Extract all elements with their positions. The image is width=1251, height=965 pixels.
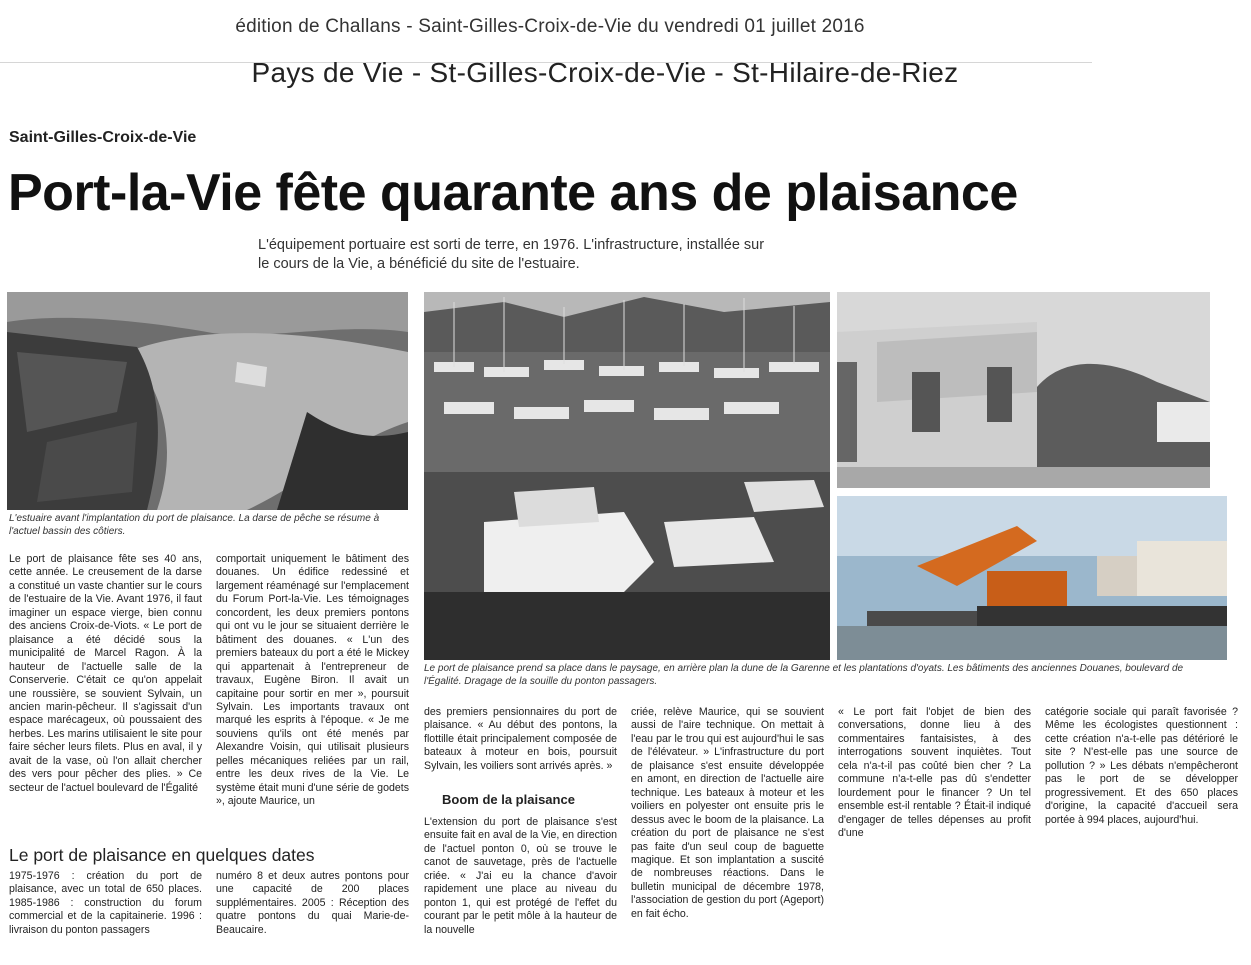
section-line: Pays de Vie - St-Gilles-Croix-de-Vie - St-Hilaire-de-Riez bbox=[251, 57, 959, 88]
article-col-4: criée, relève Maurice, qui se souvient aussi de l'aire technique. On mettait à l'eau par le trou qui est aujourd'hui le sas de l'élévateur. » L'infrastructure du port de plaisance s'est ensuite développée en amont, en direction de l'actuelle aire technique. Les bateaux à moteur et les voiliers en polyester ont ensuite pris le dessus avec le boom de la plaisance. La création du port de plaisance ne s'est pas faite d'un seul coup de baguette magique. Et son implantation a suscité de nombreuses réactions. Dans le bulletin municipal de décembre 1978, l'association de gestion du port (Ageport) en fait écho. bbox=[631, 706, 824, 920]
subhead-boom: Boom de la plaisance bbox=[442, 792, 575, 807]
edition-line: édition de Challans - Saint-Gilles-Croix-de-Vie du vendredi 01 juillet 2016 bbox=[235, 16, 865, 37]
article-col-1: Le port de plaisance fête ses 40 ans, cette année. Le creusement de la darse a constitué un vaste chantier sur le cours de l'estuaire de la Vie. Avant 1976, il faut imaginer un espace vierge, bien connu des anciens Croix-de-Viots. « Le port de plaisance a été décidé sous la municipalité de Marcel Ragon. À la hauteur de l'actuelle salle de la Conserverie. C'était ce qu'on appelait une roussière, se souvient Sylvain, un ancien marin-pêcheur. Il s'agissait d'un espace marécageux, où poussaient des herbes. Les marins utilisaient le site pour faire sécher leurs filets. Plus en aval, il y avait de la vase, où l'on allait chercher des vers pour pêcher des plies. » Ce secteur de l'actuel boulevard de l'Égalité bbox=[9, 553, 202, 794]
marina-caption: Le port de plaisance prend sa place dans le paysage, en arrière plan la dune de la Garenne et les plantations d'oyats. Les bâtiments des anciennes Douanes, boulevard de l'Égalité. Dragage de la souille du ponton passagers. bbox=[424, 663, 1184, 687]
dates-col-1: 1975-1976 : création du port de plaisance, avec un total de 650 places. 1985-1986 : construction du forum commercial et de la capitainerie. 1996 : livraison du ponton passagers bbox=[9, 870, 202, 936]
lede: L'équipement portuaire est sorti de terre, en 1976. L'infrastructure, installée sur le cours de la Vie, a bénéficié du site de l'estuaire. bbox=[258, 237, 765, 273]
douanes-building-photo bbox=[837, 292, 1210, 488]
kicker: Saint-Gilles-Croix-de-Vie bbox=[9, 129, 197, 146]
aerial-estuary-photo bbox=[7, 292, 408, 510]
article-col-3b: L'extension du port de plaisance s'est ensuite fait en aval de la Vie, en direction de l'actuel ponton 0, où se trouve le canot de sauvetage, près de l'actuelle criée. « J'ai eu la chance d'avoir rapidement une place au niveau du ponton 1, qui est protégé de l'effet du courant par le petit môle à la hauteur de la nouvelle bbox=[424, 816, 617, 936]
estuary-caption: L'estuaire avant l'implantation du port de plaisance. La darse de pêche se résume à l'actuel bassin des côtiers. bbox=[9, 513, 380, 537]
article-col-3a: des premiers pensionnaires du port de plaisance. « Au début des pontons, la flottille était principalement composée de bateaux à moteur en bois, poursuit Sylvain, les voiliers sont arrivés après. » bbox=[424, 706, 617, 772]
dates-col-2: numéro 8 et deux autres pontons pour une capacité de 200 places supplémentaires. 2005 : Réception des quatre pontons du quai Marie-de-Beaucaire. bbox=[216, 870, 409, 936]
article-col-5: « Le port fait l'objet de bien des conversations, donne lieu à des commentaires fantaisistes, à des interrogations souvent inquiètes. Tout cela n'a-t-il pas coûté bien cher ? La commune n'a-t-elle pas dû s'endetter lourdement pour le financer ? Un tel ensemble est-il rentable ? Était-il indiqué d'engager de telles dépenses au profit d'une bbox=[838, 706, 1031, 840]
marina-boats-photo bbox=[424, 292, 830, 660]
dates-title: Le port de plaisance en quelques dates bbox=[9, 845, 315, 865]
headline: Port-la-Vie fête quarante ans de plaisance bbox=[8, 164, 1018, 222]
article-col-6: catégorie sociale qui paraît favorisée ? Même les écologistes questionnent : cette création n'a-t-elle pas détérioré le site ? N'est-elle pas une source de pollution ? » Les débats n'empêcheront pas le port de se développer progressivement. Et des 650 places d'origine, la capacité d'accueil sera portée à 994 places, aujourd'hui. bbox=[1045, 706, 1238, 826]
article-col-2: comportait uniquement le bâtiment des douanes. Un édifice redessiné et largement réaménagé sur l'emplacement du Forum Port-la-Vie. Les témoignages concordent, les deux premiers pontons qui ont vu le jour se situaient derrière le bâtiment des douanes. « L'un des premiers bateaux du port a été le Mickey qui appartenait à l'entrepreneur de travaux, Eugène Biron. Il avait un capitaine pour sortir en mer », poursuit Sylvain. Les importants travaux ont marqué les esprits à l'époque. « Je me souviens qu'ils ont été menés par Alexandre Voisin, qui utilisait plusieurs pelles mécaniques reliées par un rail, entre les deux rives de la Vie. Le système était muni d'une série de godets », ajoute Maurice, un bbox=[216, 553, 409, 808]
dredging-photo bbox=[837, 496, 1227, 660]
